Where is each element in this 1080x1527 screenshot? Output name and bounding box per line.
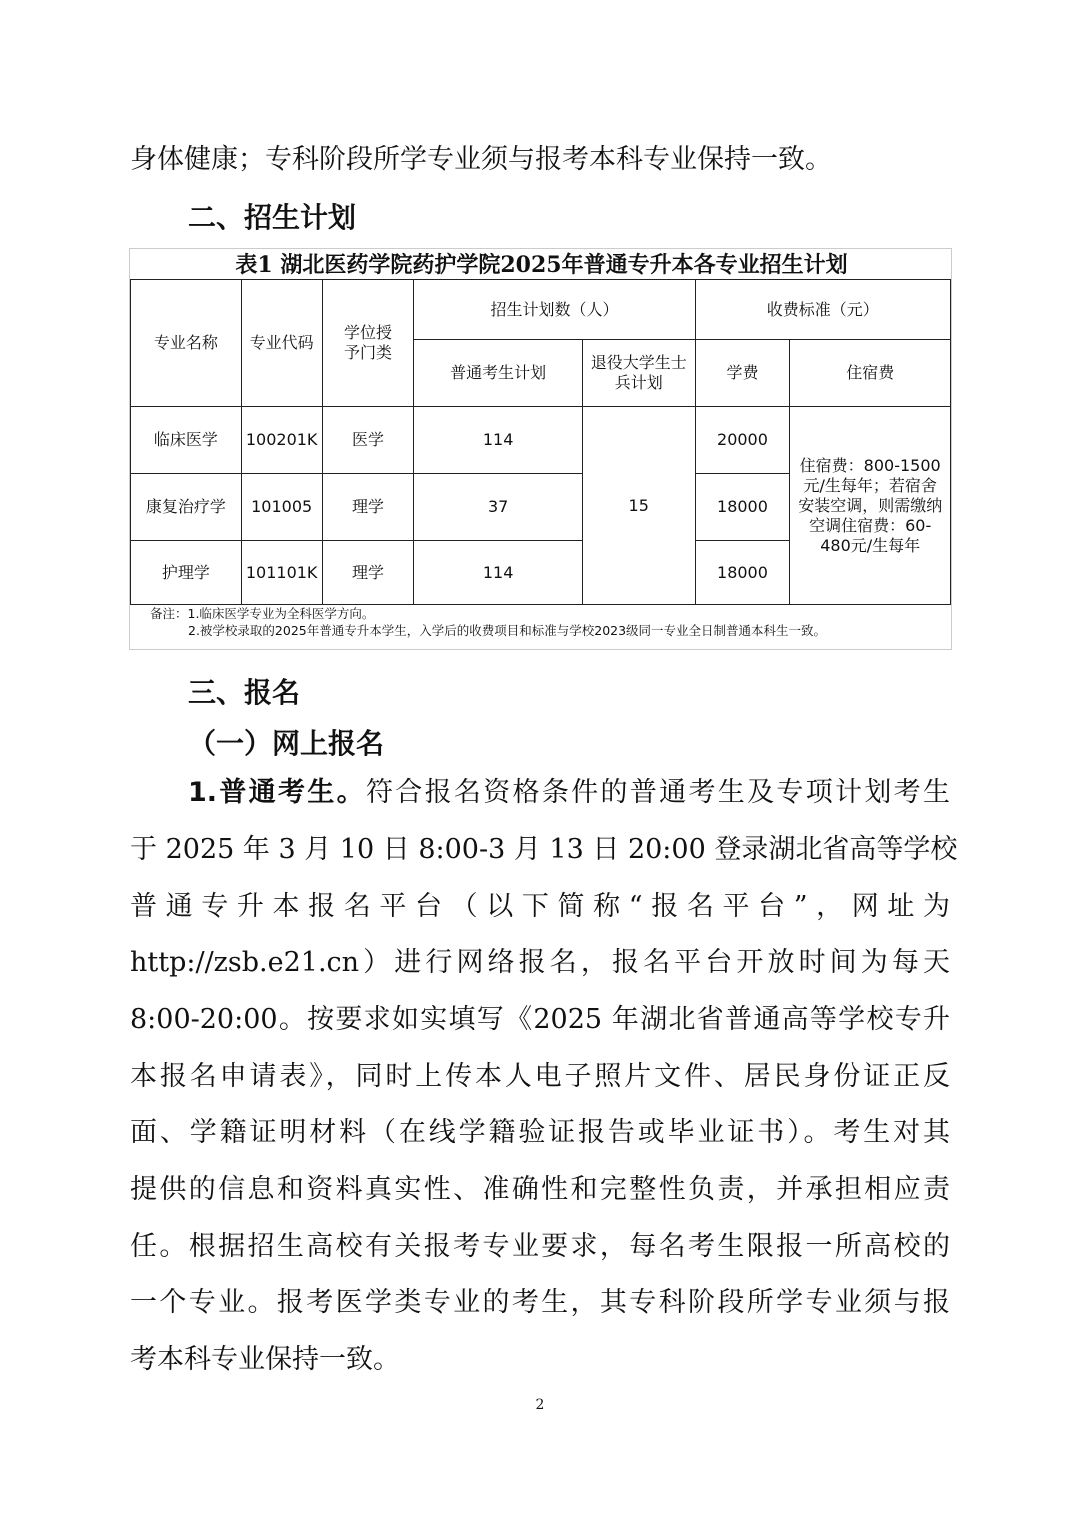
enrollment-plan-table [130, 279, 951, 605]
cell-major-name: 护理学 [131, 541, 242, 605]
paragraph-line: 任。根据招生高校有关报考专业要求，每名考生限报一所高校的 [130, 1231, 950, 1262]
top-line-text: 身体健康；专科阶段所学专业须与报考本科专业保持一致。 [130, 144, 832, 175]
paragraph-line: 8:00-20:00。按要求如实填写《2025 年湖北省普通高等学校专升 [130, 1004, 950, 1035]
cell-regular-plan: 37 [414, 474, 582, 541]
section2-heading: 二、招生计划 [188, 201, 357, 234]
cell-accommodation-fee: 住宿费：800-1500元/生每年；若宿舍安装空调，则需缴纳空调住宿费：60-480元/生每年 [790, 407, 951, 605]
paragraph-lead: 1.普通考生。 [188, 777, 366, 808]
cell-major-code: 101005 [241, 474, 322, 541]
header-major-name: 专业名称 [131, 280, 242, 407]
paragraph-text: 符合报名资格条件的普通考生及专项计划考生 [365, 777, 950, 808]
paragraph-line: 于 2025 年 3 月 10 日 8:00-3 月 13 日 20:00 登录湖北省高等学校 [130, 834, 958, 865]
cell-tuition: 18000 [695, 474, 790, 541]
header-veteran-plan: 退役大学生士兵计划 [582, 340, 695, 407]
table-notes [150, 605, 826, 639]
paragraph-line: 普通专升本报名平台（以下简称“报名平台”，网址为 [130, 891, 950, 922]
paragraph-line: http://zsb.e21.cn）进行网络报名，报名平台开放时间为每天 [130, 947, 950, 978]
header-regular-plan: 普通考生计划 [414, 340, 582, 407]
cell-major-name: 康复治疗学 [131, 474, 242, 541]
table-note: 2.被学校录取的2025年普通专升本学生，入学后的收费项目和标准与学校2023级同一专业全日制普通本科生一致。 [188, 623, 827, 638]
table-title: 表1 湖北医药学院药护学院2025年普通专升本各专业招生计划 [235, 252, 848, 278]
top-line [130, 140, 950, 180]
cell-major-name: 临床医学 [131, 407, 242, 474]
paragraph-line: 本报名申请表》，同时上传本人电子照片文件、居民身份证正反 [130, 1061, 950, 1092]
cell-major-code: 101101K [241, 541, 322, 605]
cell-degree: 理学 [322, 541, 414, 605]
cell-regular-plan: 114 [414, 407, 582, 474]
cell-degree: 医学 [322, 407, 414, 474]
paragraph-line [188, 773, 950, 813]
cell-tuition: 18000 [695, 541, 790, 605]
header-accommodation: 住宿费 [790, 340, 951, 407]
header-fee-standard: 收费标准（元） [695, 280, 950, 340]
paragraph-line: 提供的信息和资料真实性、准确性和完整性负责，并承担相应责 [130, 1174, 950, 1205]
table-note: 备注：1.临床医学专业为全科医学方向。 [150, 606, 375, 621]
enrollment-plan-table-figure [129, 248, 952, 650]
header-degree-category: 学位授予门类 [322, 280, 414, 407]
header-plan-count: 招生计划数（人） [414, 280, 695, 340]
paragraph-line: 面、学籍证明材料（在线学籍验证报告或毕业证书）。考生对其 [130, 1117, 950, 1148]
page-number: 2 [535, 1397, 545, 1413]
cell-degree: 理学 [322, 474, 414, 541]
paragraph-line: 一个专业。报考医学类专业的考生，其专科阶段所学专业须与报 [130, 1287, 950, 1318]
subsection-heading: （一）网上报名 [188, 727, 385, 760]
section3-heading: 三、报名 [188, 676, 301, 709]
paragraph-line: 考本科专业保持一致。 [130, 1344, 400, 1375]
header-tuition: 学费 [695, 340, 790, 407]
cell-veteran-plan-total: 15 [582, 407, 695, 605]
header-major-code: 专业代码 [241, 280, 322, 407]
cell-tuition: 20000 [695, 407, 790, 474]
cell-major-code: 100201K [241, 407, 322, 474]
cell-regular-plan: 114 [414, 541, 582, 605]
table-row [131, 407, 951, 474]
